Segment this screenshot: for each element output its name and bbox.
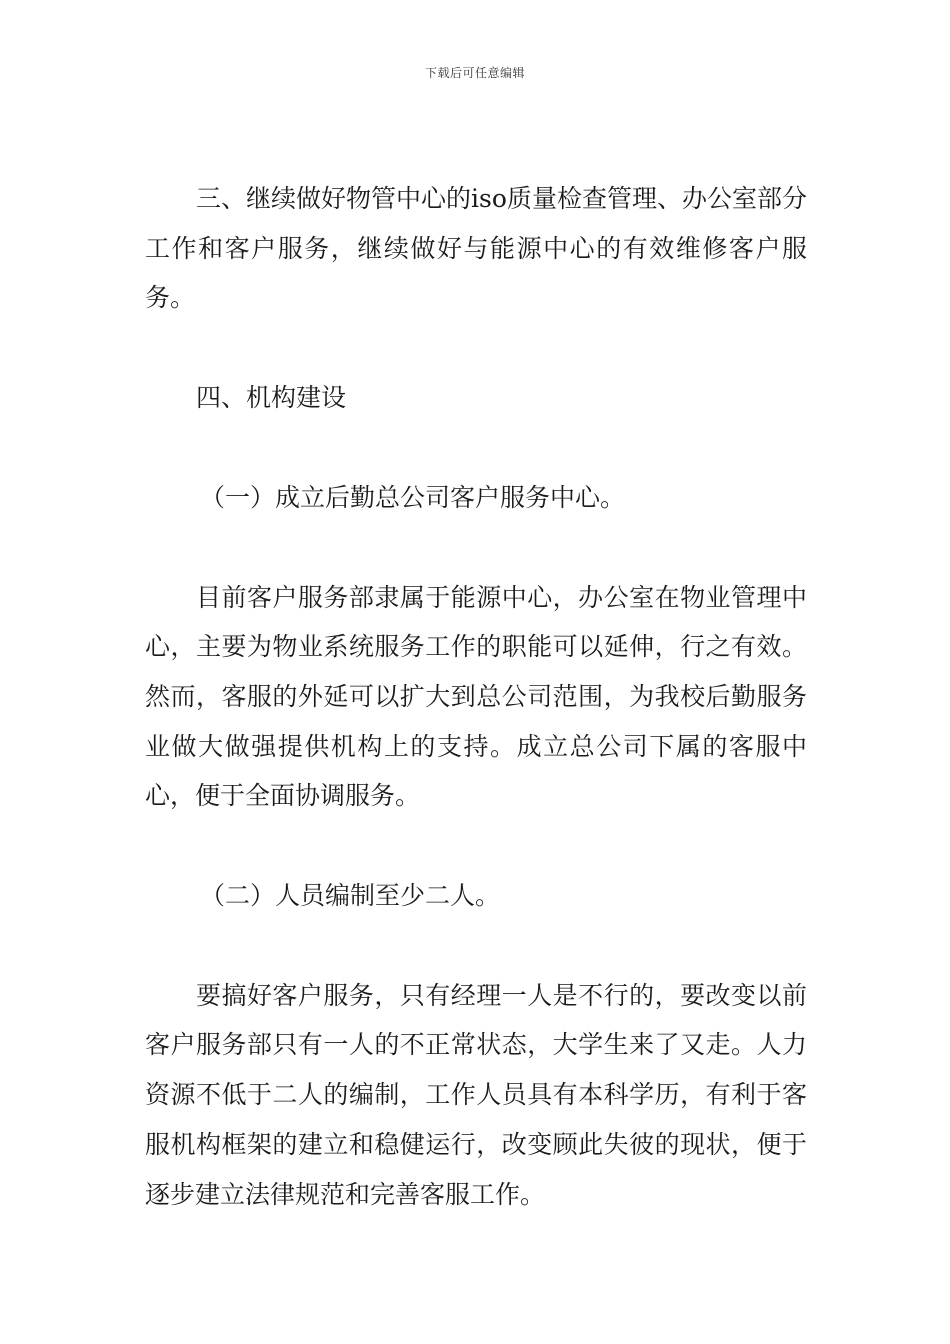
paragraph-staffing: 要搞好客户服务，只有经理一人是不行的，要改变以前客户服务部只有一人的不正常状态，大学生来了又走。人力资源不低于二人的编制，工作人员具有本科学历，有利于客服机构框架的建立和稳健运行，改变顾此失彼的现状，便于逐步建立法律规范和完善客服工作。 [145, 980, 807, 1209]
paragraph-gap [145, 323, 807, 373]
paragraph-gap [145, 821, 807, 871]
paragraph-section-three: 三、继续做好物管中心的iso质量检查管理、办公室部分工作和客户服务，继续做好与能源中心的有效维修客户服务。 [145, 184, 807, 313]
heading-section-four: 四、机构建设 [196, 383, 347, 413]
page-header: 下载后可任意编辑 [424, 66, 525, 80]
subheading-one: （一）成立后勤总公司客户服务中心。 [200, 482, 626, 512]
paragraph-gap [145, 921, 807, 971]
paragraph-gap [145, 423, 807, 473]
paragraph-customer-service-center: 目前客户服务部隶属于能源中心，办公室在物业管理中心，主要为物业系统服务工作的职能可以延伸，行之有效。然而，客服的外延可以扩大到总公司范围，为我校后勤服务业做大做强提供机构上的支持。成立总公司下属的客服中心，便于全面协调服务。 [145, 582, 807, 811]
document-body [145, 174, 807, 1219]
paragraph-gap [145, 523, 807, 573]
subheading-two: （二）人员编制至少二人。 [200, 881, 501, 911]
